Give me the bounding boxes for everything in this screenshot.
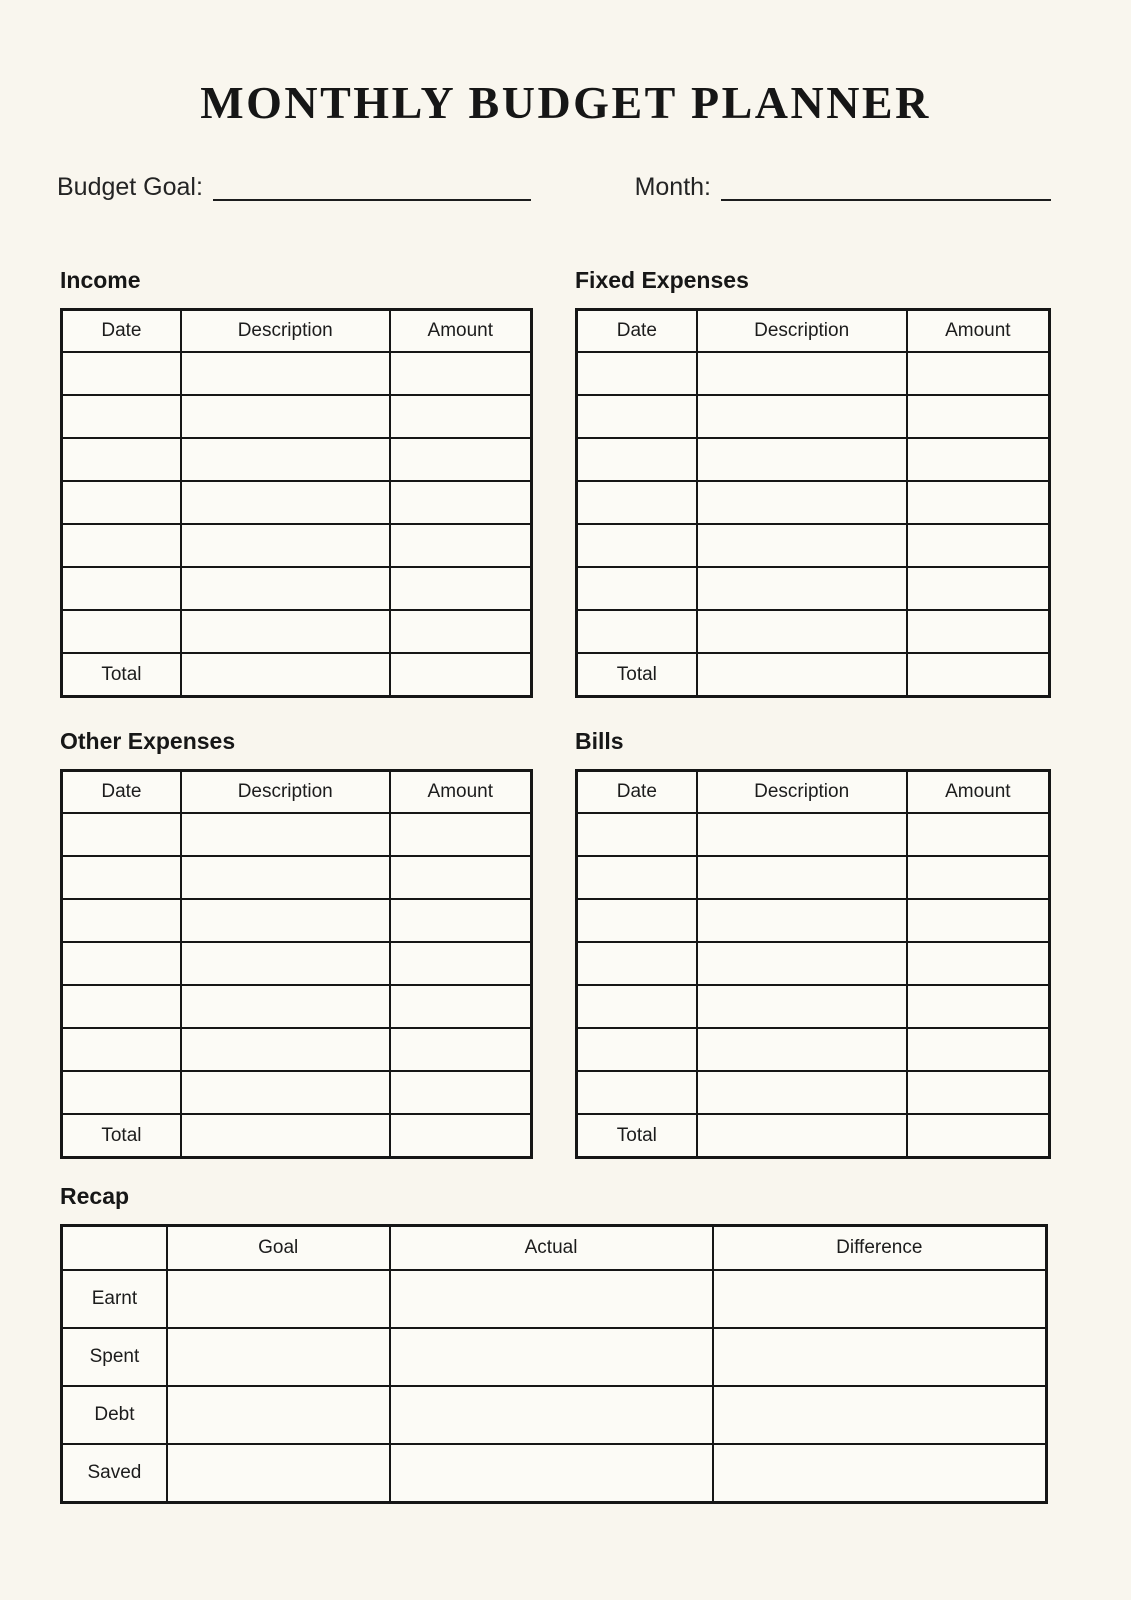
date-cell[interactable] <box>62 567 181 610</box>
table-row <box>62 856 532 899</box>
date-cell[interactable] <box>577 985 697 1028</box>
date-cell[interactable] <box>62 813 181 856</box>
date-cell[interactable] <box>577 524 697 567</box>
date-cell[interactable] <box>62 899 181 942</box>
total-label: Total <box>62 653 181 697</box>
table-row <box>62 395 532 438</box>
date-column-header: Date <box>577 771 697 814</box>
fixed-expenses-table <box>575 308 1051 698</box>
amount-column-header: Amount <box>390 771 532 814</box>
table-row <box>577 610 1050 653</box>
total-label: Total <box>577 653 697 697</box>
table-row <box>577 395 1050 438</box>
description-cell[interactable] <box>181 985 390 1028</box>
amount-cell[interactable] <box>390 1071 532 1114</box>
date-cell[interactable] <box>577 856 697 899</box>
recap-section <box>60 1183 1048 1504</box>
amount-cell[interactable] <box>907 352 1050 395</box>
table-row <box>62 813 532 856</box>
description-cell[interactable] <box>181 567 390 610</box>
amount-cell[interactable] <box>390 524 532 567</box>
date-column-header: Date <box>62 310 181 353</box>
debt-difference-cell[interactable] <box>713 1386 1047 1444</box>
description-cell[interactable] <box>181 813 390 856</box>
earnt-row-label: Earnt <box>62 1270 167 1328</box>
table-row <box>577 438 1050 481</box>
amount-cell[interactable] <box>907 567 1050 610</box>
description-cell[interactable] <box>181 438 390 481</box>
header-row <box>577 771 1050 814</box>
bills-heading: Bills <box>575 728 624 754</box>
date-cell[interactable] <box>577 610 697 653</box>
description-cell[interactable] <box>697 813 907 856</box>
date-cell[interactable] <box>577 352 697 395</box>
description-cell[interactable] <box>181 524 390 567</box>
table-row <box>577 352 1050 395</box>
description-cell[interactable] <box>697 524 907 567</box>
amount-cell[interactable] <box>390 899 532 942</box>
date-cell[interactable] <box>62 985 181 1028</box>
total-row <box>577 1114 1050 1158</box>
amount-cell[interactable] <box>907 985 1050 1028</box>
budget-goal-label: Budget Goal: <box>57 172 203 201</box>
spent-actual-cell[interactable] <box>390 1328 713 1386</box>
date-cell[interactable] <box>577 438 697 481</box>
date-cell[interactable] <box>577 942 697 985</box>
amount-cell[interactable] <box>907 524 1050 567</box>
total-row <box>62 653 532 697</box>
table-row <box>577 524 1050 567</box>
saved-difference-cell[interactable] <box>713 1444 1047 1503</box>
other-expenses-table <box>60 769 533 1159</box>
table-row <box>62 524 532 567</box>
amount-cell[interactable] <box>390 813 532 856</box>
amount-cell[interactable] <box>907 942 1050 985</box>
total-amount-cell[interactable] <box>390 1114 532 1158</box>
table-row <box>577 481 1050 524</box>
debt-actual-cell[interactable] <box>390 1386 713 1444</box>
description-cell[interactable] <box>181 395 390 438</box>
recap-row-earnt <box>62 1270 1047 1328</box>
table-row <box>577 813 1050 856</box>
saved-actual-cell[interactable] <box>390 1444 713 1503</box>
total-amount-cell[interactable] <box>907 1114 1050 1158</box>
table-row <box>62 438 532 481</box>
ledger-grid <box>60 267 1131 1159</box>
date-cell[interactable] <box>62 942 181 985</box>
description-cell[interactable] <box>697 1071 907 1114</box>
recap-row-spent <box>62 1328 1047 1386</box>
amount-cell[interactable] <box>907 813 1050 856</box>
description-cell[interactable] <box>181 942 390 985</box>
amount-cell[interactable] <box>907 610 1050 653</box>
saved-row-label: Saved <box>62 1444 167 1503</box>
description-cell[interactable] <box>697 899 907 942</box>
other-expenses-section <box>60 728 533 1159</box>
header-row <box>577 310 1050 353</box>
date-column-header: Date <box>577 310 697 353</box>
date-cell[interactable] <box>577 395 697 438</box>
goal-column-header: Goal <box>167 1226 390 1271</box>
amount-column-header: Amount <box>390 310 532 353</box>
table-row <box>62 1028 532 1071</box>
table-row <box>62 610 532 653</box>
amount-cell[interactable] <box>390 985 532 1028</box>
total-row <box>577 653 1050 697</box>
total-amount-cell[interactable] <box>907 653 1050 697</box>
earnt-difference-cell[interactable] <box>713 1270 1047 1328</box>
bills-section <box>575 728 1051 1159</box>
month-input[interactable] <box>721 173 1051 201</box>
amount-cell[interactable] <box>390 610 532 653</box>
amount-cell[interactable] <box>390 856 532 899</box>
description-cell[interactable] <box>181 1071 390 1114</box>
amount-cell[interactable] <box>907 1071 1050 1114</box>
debt-row-label: Debt <box>62 1386 167 1444</box>
table-row <box>62 899 532 942</box>
amount-cell[interactable] <box>390 438 532 481</box>
amount-cell[interactable] <box>907 395 1050 438</box>
amount-cell[interactable] <box>907 481 1050 524</box>
total-row <box>62 1114 532 1158</box>
date-cell[interactable] <box>62 1028 181 1071</box>
saved-goal-cell[interactable] <box>167 1444 390 1503</box>
date-cell[interactable] <box>62 610 181 653</box>
table-row <box>62 1071 532 1114</box>
amount-cell[interactable] <box>390 481 532 524</box>
page-title: MONTHLY BUDGET PLANNER <box>200 77 931 128</box>
earnt-actual-cell[interactable] <box>390 1270 713 1328</box>
description-column-header: Description <box>181 310 390 353</box>
total-label: Total <box>577 1114 697 1158</box>
description-cell[interactable] <box>697 438 907 481</box>
income-heading: Income <box>60 267 141 293</box>
budget-goal-input[interactable] <box>213 173 531 201</box>
budget-goal-field <box>57 173 531 201</box>
date-cell[interactable] <box>577 567 697 610</box>
bills-table <box>575 769 1051 1159</box>
header-row <box>62 771 532 814</box>
description-column-header: Description <box>181 771 390 814</box>
amount-cell[interactable] <box>907 899 1050 942</box>
recap-heading: Recap <box>60 1183 130 1209</box>
date-cell[interactable] <box>62 395 181 438</box>
date-cell[interactable] <box>62 856 181 899</box>
header-row <box>62 310 532 353</box>
month-label: Month: <box>634 172 711 201</box>
income-section <box>60 267 533 698</box>
amount-column-header: Amount <box>907 310 1050 353</box>
table-row <box>62 567 532 610</box>
total-description-cell[interactable] <box>697 1114 907 1158</box>
spent-row-label: Spent <box>62 1328 167 1386</box>
amount-cell[interactable] <box>390 567 532 610</box>
date-cell[interactable] <box>62 1071 181 1114</box>
actual-column-header: Actual <box>390 1226 713 1271</box>
amount-cell[interactable] <box>390 395 532 438</box>
table-row <box>62 352 532 395</box>
amount-cell[interactable] <box>390 1028 532 1071</box>
fixed-expenses-section <box>575 267 1051 698</box>
date-cell[interactable] <box>62 352 181 395</box>
table-row <box>577 856 1050 899</box>
description-cell[interactable] <box>181 481 390 524</box>
description-cell[interactable] <box>181 352 390 395</box>
description-cell[interactable] <box>697 352 907 395</box>
description-cell[interactable] <box>181 1028 390 1071</box>
total-description-cell[interactable] <box>181 653 390 697</box>
month-field <box>635 173 1051 201</box>
table-row <box>577 942 1050 985</box>
table-row <box>62 942 532 985</box>
date-cell[interactable] <box>62 481 181 524</box>
total-amount-cell[interactable] <box>390 653 532 697</box>
difference-column-header: Difference <box>713 1226 1047 1271</box>
date-cell[interactable] <box>577 481 697 524</box>
total-description-cell[interactable] <box>697 653 907 697</box>
income-table <box>60 308 533 698</box>
header-row <box>62 1226 1047 1271</box>
date-cell[interactable] <box>577 813 697 856</box>
description-cell[interactable] <box>697 856 907 899</box>
amount-cell[interactable] <box>907 856 1050 899</box>
amount-cell[interactable] <box>907 438 1050 481</box>
description-column-header: Description <box>697 771 907 814</box>
table-row <box>577 567 1050 610</box>
description-cell[interactable] <box>697 610 907 653</box>
table-row <box>62 481 532 524</box>
date-cell[interactable] <box>577 899 697 942</box>
header-fields <box>57 173 1051 201</box>
date-column-header: Date <box>62 771 181 814</box>
description-cell[interactable] <box>181 899 390 942</box>
recap-table <box>60 1224 1048 1504</box>
table-row <box>577 1071 1050 1114</box>
amount-column-header: Amount <box>907 771 1050 814</box>
description-cell[interactable] <box>181 610 390 653</box>
table-row <box>577 985 1050 1028</box>
earnt-goal-cell[interactable] <box>167 1270 390 1328</box>
description-cell[interactable] <box>697 395 907 438</box>
description-cell[interactable] <box>697 942 907 985</box>
total-label: Total <box>62 1114 181 1158</box>
date-cell[interactable] <box>62 438 181 481</box>
amount-cell[interactable] <box>390 942 532 985</box>
recap-corner-cell <box>62 1226 167 1271</box>
amount-cell[interactable] <box>907 1028 1050 1071</box>
description-cell[interactable] <box>697 1028 907 1071</box>
description-cell[interactable] <box>181 856 390 899</box>
description-cell[interactable] <box>697 985 907 1028</box>
fixed-expenses-heading: Fixed Expenses <box>575 267 749 293</box>
description-column-header: Description <box>697 310 907 353</box>
table-row <box>577 899 1050 942</box>
debt-goal-cell[interactable] <box>167 1386 390 1444</box>
date-cell[interactable] <box>62 524 181 567</box>
table-row <box>62 985 532 1028</box>
amount-cell[interactable] <box>390 352 532 395</box>
spent-difference-cell[interactable] <box>713 1328 1047 1386</box>
total-description-cell[interactable] <box>181 1114 390 1158</box>
date-cell[interactable] <box>577 1028 697 1071</box>
recap-row-saved <box>62 1444 1047 1503</box>
description-cell[interactable] <box>697 567 907 610</box>
table-row <box>577 1028 1050 1071</box>
spent-goal-cell[interactable] <box>167 1328 390 1386</box>
other-expenses-heading: Other Expenses <box>60 728 236 754</box>
date-cell[interactable] <box>577 1071 697 1114</box>
description-cell[interactable] <box>697 481 907 524</box>
recap-row-debt <box>62 1386 1047 1444</box>
